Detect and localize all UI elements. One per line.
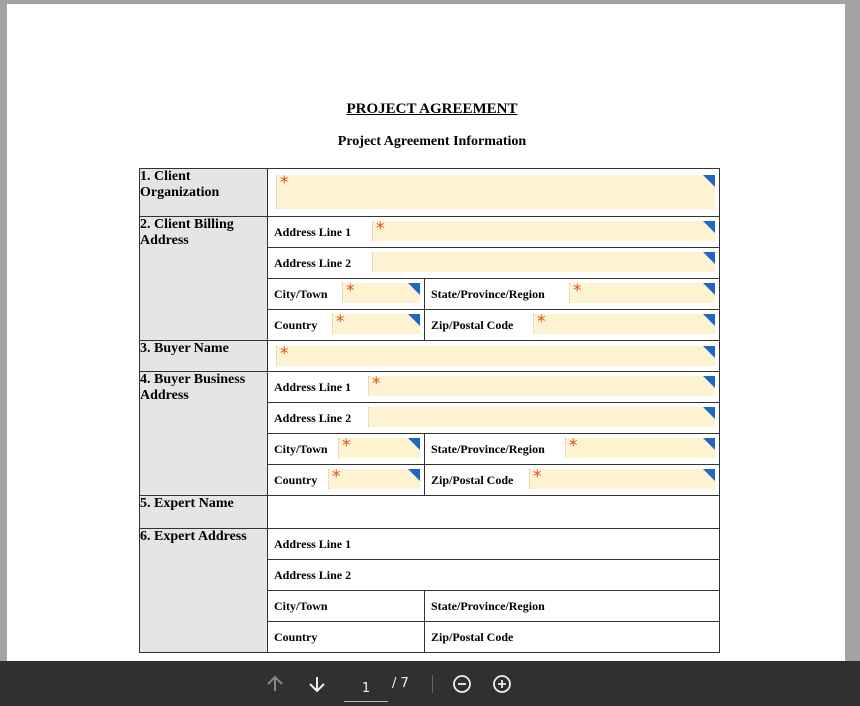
client-billing-city-cell [268, 279, 425, 310]
buyer-business-line1-cell [268, 372, 720, 403]
required-star: * [332, 467, 341, 487]
field-label: Country [274, 630, 318, 644]
required-star: * [280, 344, 289, 364]
field-corner-icon [703, 283, 715, 295]
expert-line1-cell[interactable] [268, 529, 720, 560]
expert-city-cell[interactable] [268, 591, 425, 622]
buyer-business-country-cell [268, 465, 425, 496]
client-billing-label: 2. Client Billing Address [140, 217, 268, 341]
field-label: Country [274, 318, 318, 332]
client-billing-state-cell [425, 279, 720, 310]
required-star: * [280, 173, 289, 193]
field-label: Zip/Postal Code [431, 473, 514, 487]
field-corner-icon [408, 283, 420, 295]
total-pages-label: / 7 [392, 676, 409, 691]
field-label: Address Line 1 [274, 537, 352, 551]
buyer-name-field[interactable] [276, 346, 715, 366]
field-label: Address Line 2 [274, 568, 352, 582]
client-billing-zip-cell [425, 310, 720, 341]
client-billing-state-field[interactable] [569, 283, 715, 303]
required-star: * [376, 219, 385, 239]
buyer-business-country-field[interactable] [328, 469, 420, 489]
field-label: State/Province/Region [431, 287, 545, 301]
client-billing-country-field[interactable] [332, 314, 420, 334]
expert-zip-cell[interactable] [425, 622, 720, 653]
client-billing-line1-cell [268, 217, 720, 248]
required-star: * [336, 312, 345, 332]
buyer-business-label: 4. Buyer Business Address [140, 372, 268, 496]
next-page-button[interactable] [302, 661, 332, 706]
field-label: Zip/Postal Code [431, 630, 514, 644]
field-label: Country [274, 473, 318, 487]
required-star: * [346, 281, 355, 301]
client-billing-city-field[interactable] [342, 283, 420, 303]
buyer-business-line1-field[interactable] [368, 376, 715, 396]
required-star: * [533, 467, 542, 487]
field-label: Address Line 2 [274, 256, 352, 270]
field-corner-icon [703, 175, 715, 187]
client-billing-line2-field[interactable] [372, 252, 715, 272]
agreement-form-table [139, 168, 720, 653]
required-star: * [569, 436, 578, 456]
buyer-business-line2-field[interactable] [368, 407, 715, 427]
client-billing-line2-cell [268, 248, 720, 279]
arrow-down-icon [306, 673, 328, 695]
expert-name-cell[interactable] [268, 496, 720, 529]
required-star: * [537, 312, 546, 332]
required-star: * [342, 436, 351, 456]
field-corner-icon [703, 346, 715, 358]
client-organization-field[interactable] [276, 175, 715, 209]
field-corner-icon [703, 469, 715, 481]
buyer-business-city-cell [268, 434, 425, 465]
page-number-input[interactable] [344, 675, 388, 702]
buyer-business-state-field[interactable] [565, 438, 715, 458]
field-label: Address Line 1 [274, 225, 352, 239]
buyer-name-label: 3. Buyer Name [140, 341, 268, 372]
toolbar-divider [432, 675, 433, 693]
field-label: City/Town [274, 442, 328, 456]
document-subtitle: Project Agreement Information [337, 134, 527, 149]
previous-page-button[interactable] [260, 661, 290, 706]
zoom-in-button[interactable] [488, 661, 516, 706]
field-corner-icon [703, 407, 715, 419]
buyer-business-line2-cell [268, 403, 720, 434]
zoom-in-icon [491, 673, 513, 695]
arrow-up-icon [264, 673, 286, 695]
field-corner-icon [703, 376, 715, 388]
expert-line2-cell[interactable] [268, 560, 720, 591]
required-star: * [372, 374, 381, 394]
client-organization-cell [268, 169, 720, 217]
field-label: Address Line 2 [274, 411, 352, 425]
field-corner-icon [703, 252, 715, 264]
document-page [7, 4, 845, 664]
field-corner-icon [408, 438, 420, 450]
pdf-toolbar [0, 661, 860, 706]
buyer-name-cell [268, 341, 720, 372]
expert-state-cell[interactable] [425, 591, 720, 622]
field-corner-icon [703, 221, 715, 233]
buyer-business-zip-field[interactable] [529, 469, 715, 489]
required-star: * [573, 281, 582, 301]
field-corner-icon [703, 438, 715, 450]
field-corner-icon [408, 314, 420, 326]
buyer-business-zip-cell [425, 465, 720, 496]
client-billing-zip-field[interactable] [533, 314, 715, 334]
field-label: City/Town [274, 287, 328, 301]
field-corner-icon [408, 469, 420, 481]
zoom-out-button[interactable] [448, 661, 476, 706]
field-corner-icon [703, 314, 715, 326]
field-label: State/Province/Region [431, 599, 545, 613]
expert-name-label: 5. Expert Name [140, 496, 268, 529]
field-label: Zip/Postal Code [431, 318, 514, 332]
document-title: PROJECT AGREEMENT [346, 101, 518, 117]
client-billing-line1-field[interactable] [372, 221, 715, 241]
expert-country-cell[interactable] [268, 622, 425, 653]
buyer-business-state-cell [425, 434, 720, 465]
field-label: City/Town [274, 599, 328, 613]
buyer-business-city-field[interactable] [338, 438, 420, 458]
client-billing-country-cell [268, 310, 425, 341]
zoom-out-icon [451, 673, 473, 695]
client-organization-label: 1. Client Organization [140, 169, 268, 217]
field-label: State/Province/Region [431, 442, 545, 456]
expert-address-label: 6. Expert Address [140, 529, 268, 653]
field-label: Address Line 1 [274, 380, 352, 394]
